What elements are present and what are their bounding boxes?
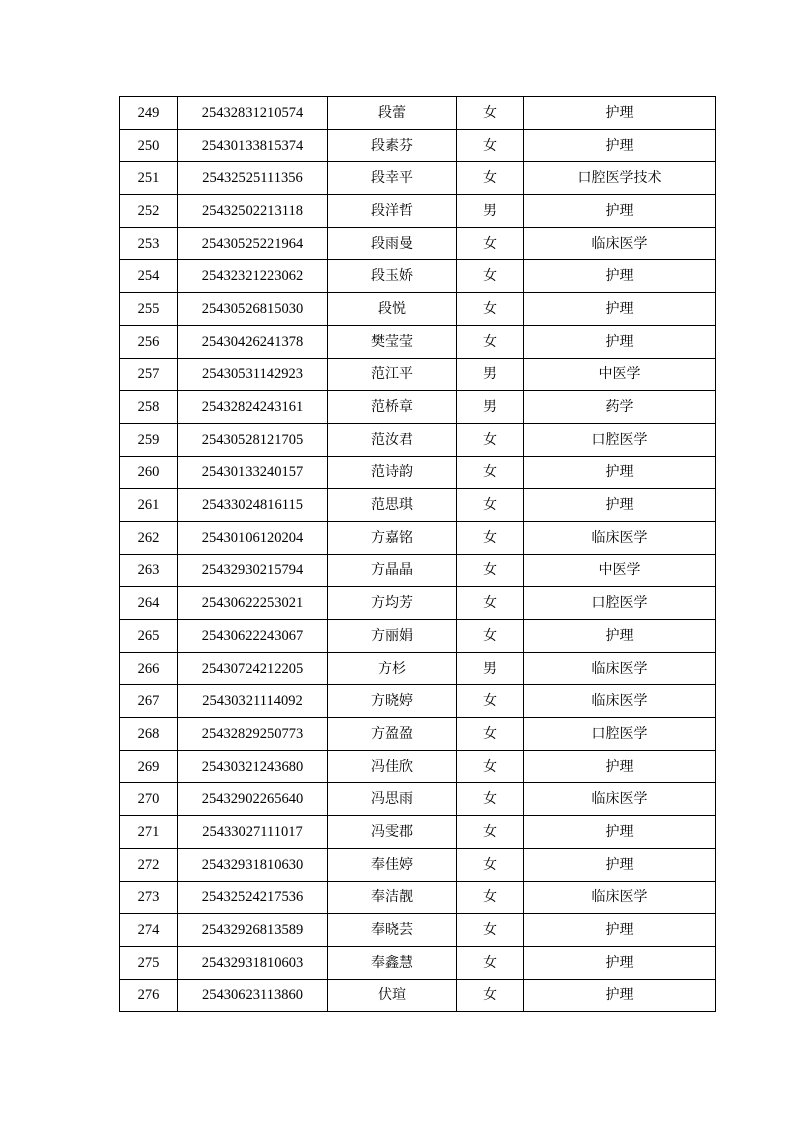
table-row: [120, 260, 716, 293]
name-cell: 奉鑫慧: [328, 946, 457, 979]
table-row: [120, 489, 716, 522]
major-cell: 护理: [524, 489, 716, 522]
gender-cell: 男: [457, 358, 524, 391]
table-row: [120, 325, 716, 358]
gender-cell: 女: [457, 260, 524, 293]
major-cell: 护理: [524, 750, 716, 783]
gender-cell: 男: [457, 391, 524, 424]
table-row: [120, 816, 716, 849]
exam-id-cell: 25430724212205: [178, 652, 328, 685]
name-cell: 段悦: [328, 293, 457, 326]
exam-id-cell: 25430106120204: [178, 521, 328, 554]
gender-cell: 女: [457, 685, 524, 718]
table-row: [120, 195, 716, 228]
gender-cell: 男: [457, 195, 524, 228]
gender-cell: 女: [457, 227, 524, 260]
major-cell: 中医学: [524, 358, 716, 391]
row-number-cell: 271: [120, 816, 178, 849]
table-row: [120, 620, 716, 653]
major-cell: 护理: [524, 260, 716, 293]
name-cell: 冯雯郡: [328, 816, 457, 849]
major-cell: 护理: [524, 97, 716, 130]
name-cell: 冯佳欣: [328, 750, 457, 783]
row-number-cell: 276: [120, 979, 178, 1012]
gender-cell: 女: [457, 979, 524, 1012]
row-number-cell: 253: [120, 227, 178, 260]
gender-cell: 女: [457, 750, 524, 783]
table-row: [120, 979, 716, 1012]
row-number-cell: 270: [120, 783, 178, 816]
table-row: [120, 391, 716, 424]
exam-id-cell: 25433027111017: [178, 816, 328, 849]
name-cell: 樊莹莹: [328, 325, 457, 358]
row-number-cell: 259: [120, 423, 178, 456]
exam-id-cell: 25432902265640: [178, 783, 328, 816]
table-row: [120, 293, 716, 326]
table-row: [120, 587, 716, 620]
table-row: [120, 456, 716, 489]
student-roster-table: [119, 96, 716, 1012]
row-number-cell: 256: [120, 325, 178, 358]
roster-body: [120, 97, 716, 1012]
table-row: [120, 783, 716, 816]
exam-id-cell: 25430133815374: [178, 129, 328, 162]
gender-cell: 女: [457, 162, 524, 195]
major-cell: 临床医学: [524, 881, 716, 914]
major-cell: 护理: [524, 979, 716, 1012]
row-number-cell: 268: [120, 718, 178, 751]
name-cell: 段蕾: [328, 97, 457, 130]
row-number-cell: 272: [120, 848, 178, 881]
exam-id-cell: 25430321114092: [178, 685, 328, 718]
exam-id-cell: 25430531142923: [178, 358, 328, 391]
major-cell: 护理: [524, 848, 716, 881]
name-cell: 方晓婷: [328, 685, 457, 718]
gender-cell: 女: [457, 718, 524, 751]
table-row: [120, 946, 716, 979]
gender-cell: 女: [457, 848, 524, 881]
table-row: [120, 718, 716, 751]
row-number-cell: 269: [120, 750, 178, 783]
row-number-cell: 251: [120, 162, 178, 195]
table-row: [120, 129, 716, 162]
name-cell: 奉晓芸: [328, 914, 457, 947]
major-cell: 口腔医学: [524, 587, 716, 620]
name-cell: 范桥章: [328, 391, 457, 424]
major-cell: 口腔医学: [524, 718, 716, 751]
name-cell: 范汝君: [328, 423, 457, 456]
exam-id-cell: 25430528121705: [178, 423, 328, 456]
major-cell: 护理: [524, 325, 716, 358]
name-cell: 段洋哲: [328, 195, 457, 228]
exam-id-cell: 25430525221964: [178, 227, 328, 260]
row-number-cell: 249: [120, 97, 178, 130]
name-cell: 方晶晶: [328, 554, 457, 587]
gender-cell: 女: [457, 554, 524, 587]
name-cell: 奉佳婷: [328, 848, 457, 881]
gender-cell: 女: [457, 783, 524, 816]
major-cell: 临床医学: [524, 521, 716, 554]
name-cell: 方均芳: [328, 587, 457, 620]
table-row: [120, 652, 716, 685]
name-cell: 段玉娇: [328, 260, 457, 293]
gender-cell: 女: [457, 587, 524, 620]
exam-id-cell: 25432931810603: [178, 946, 328, 979]
gender-cell: 女: [457, 456, 524, 489]
row-number-cell: 254: [120, 260, 178, 293]
exam-id-cell: 25432502213118: [178, 195, 328, 228]
name-cell: 范江平: [328, 358, 457, 391]
name-cell: 段素芬: [328, 129, 457, 162]
row-number-cell: 267: [120, 685, 178, 718]
name-cell: 奉洁靓: [328, 881, 457, 914]
exam-id-cell: 25430622243067: [178, 620, 328, 653]
gender-cell: 女: [457, 914, 524, 947]
major-cell: 口腔医学: [524, 423, 716, 456]
exam-id-cell: 25432321223062: [178, 260, 328, 293]
exam-id-cell: 25430426241378: [178, 325, 328, 358]
table-row: [120, 914, 716, 947]
row-number-cell: 250: [120, 129, 178, 162]
row-number-cell: 261: [120, 489, 178, 522]
row-number-cell: 275: [120, 946, 178, 979]
major-cell: 临床医学: [524, 227, 716, 260]
gender-cell: 女: [457, 489, 524, 522]
row-number-cell: 274: [120, 914, 178, 947]
table-row: [120, 97, 716, 130]
name-cell: 范思琪: [328, 489, 457, 522]
major-cell: 中医学: [524, 554, 716, 587]
row-number-cell: 265: [120, 620, 178, 653]
name-cell: 方盈盈: [328, 718, 457, 751]
exam-id-cell: 25432524217536: [178, 881, 328, 914]
table-row: [120, 423, 716, 456]
name-cell: 冯思雨: [328, 783, 457, 816]
name-cell: 段幸平: [328, 162, 457, 195]
exam-id-cell: 25432926813589: [178, 914, 328, 947]
name-cell: 段雨曼: [328, 227, 457, 260]
major-cell: 护理: [524, 195, 716, 228]
exam-id-cell: 25430622253021: [178, 587, 328, 620]
exam-id-cell: 25433024816115: [178, 489, 328, 522]
exam-id-cell: 25432829250773: [178, 718, 328, 751]
gender-cell: 女: [457, 946, 524, 979]
major-cell: 护理: [524, 620, 716, 653]
major-cell: 护理: [524, 129, 716, 162]
table-row: [120, 848, 716, 881]
gender-cell: 女: [457, 325, 524, 358]
row-number-cell: 252: [120, 195, 178, 228]
gender-cell: 男: [457, 652, 524, 685]
gender-cell: 女: [457, 881, 524, 914]
exam-id-cell: 25432930215794: [178, 554, 328, 587]
exam-id-cell: 25430526815030: [178, 293, 328, 326]
table-row: [120, 227, 716, 260]
major-cell: 口腔医学技术: [524, 162, 716, 195]
major-cell: 临床医学: [524, 783, 716, 816]
name-cell: 方嘉铭: [328, 521, 457, 554]
gender-cell: 女: [457, 97, 524, 130]
row-number-cell: 258: [120, 391, 178, 424]
gender-cell: 女: [457, 423, 524, 456]
exam-id-cell: 25430623113860: [178, 979, 328, 1012]
row-number-cell: 260: [120, 456, 178, 489]
major-cell: 临床医学: [524, 652, 716, 685]
table-row: [120, 750, 716, 783]
gender-cell: 女: [457, 293, 524, 326]
gender-cell: 女: [457, 129, 524, 162]
table-row: [120, 521, 716, 554]
exam-id-cell: 25430321243680: [178, 750, 328, 783]
gender-cell: 女: [457, 521, 524, 554]
major-cell: 护理: [524, 914, 716, 947]
exam-id-cell: 25432931810630: [178, 848, 328, 881]
row-number-cell: 266: [120, 652, 178, 685]
name-cell: 伏瑄: [328, 979, 457, 1012]
table-row: [120, 685, 716, 718]
row-number-cell: 263: [120, 554, 178, 587]
exam-id-cell: 25432525111356: [178, 162, 328, 195]
row-number-cell: 257: [120, 358, 178, 391]
major-cell: 临床医学: [524, 685, 716, 718]
row-number-cell: 273: [120, 881, 178, 914]
major-cell: 护理: [524, 293, 716, 326]
row-number-cell: 262: [120, 521, 178, 554]
major-cell: 护理: [524, 946, 716, 979]
row-number-cell: 264: [120, 587, 178, 620]
table-row: [120, 554, 716, 587]
table-row: [120, 358, 716, 391]
exam-id-cell: 25430133240157: [178, 456, 328, 489]
major-cell: 药学: [524, 391, 716, 424]
gender-cell: 女: [457, 816, 524, 849]
name-cell: 范诗韵: [328, 456, 457, 489]
exam-id-cell: 25432831210574: [178, 97, 328, 130]
major-cell: 护理: [524, 456, 716, 489]
table-row: [120, 162, 716, 195]
table-row: [120, 881, 716, 914]
exam-id-cell: 25432824243161: [178, 391, 328, 424]
name-cell: 方丽娟: [328, 620, 457, 653]
name-cell: 方杉: [328, 652, 457, 685]
row-number-cell: 255: [120, 293, 178, 326]
major-cell: 护理: [524, 816, 716, 849]
gender-cell: 女: [457, 620, 524, 653]
